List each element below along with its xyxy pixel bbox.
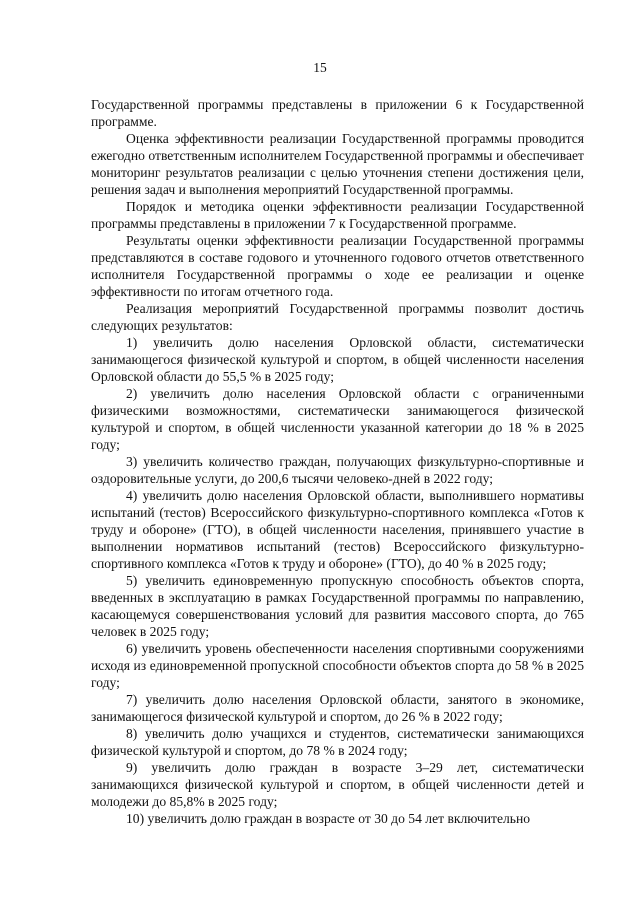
list-item-1: 1) увеличить долю населения Орловской области, систематически занимающегося физической культурой и спортом, в общей численности населения Орловской области до 55,5 % в 2025 году; (91, 335, 584, 384)
paragraph-evaluation: Оценка эффективности реализации Государственной программы проводится ежегодно ответственным исполнителем Государственной программы и обеспечивает мониторинг результатов реализации с целью уточнения степени достижения цели, решения задач и выполнения мероприятий Государственной программы. (91, 131, 584, 197)
document-body (91, 96, 584, 827)
list-item-7: 7) увеличить долю населения Орловской области, занятого в экономике, занимающегося физической культурой и спортом, до 26 % в 2022 году; (91, 692, 584, 724)
list-item-6: 6) увеличить уровень обеспеченности населения спортивными сооружениями исходя из единовременной пропускной способности объектов спорта до 58 % в 2025 году; (91, 641, 584, 690)
list-item-5: 5) увеличить единовременную пропускную способность объектов спорта, введенных в эксплуатацию в рамках Государственной программы по направлению, касающемуся совершенствования условий для развития массового спорта, до 765 человек в 2025 году; (91, 573, 584, 639)
list-item-9: 9) увеличить долю граждан в возрасте 3–29 лет, систематически занимающихся физической культурой и спортом, в общей численности детей и молодежи до 85,8% в 2025 году; (91, 760, 584, 809)
list-item-4: 4) увеличить долю населения Орловской области, выполнившего нормативы испытаний (тестов) Всероссийского физкультурно-спортивного комплекса «Готов к труду и обороне» (ГТО), в общей численности населения, принявшего участие в выполнении нормативов испытаний (тестов) Всероссийского физкультурно-спортивного комплекса «Готов к труду и обороне» (ГТО), до 40 % в 2025 году; (91, 488, 584, 571)
paragraph-results-reporting: Результаты оценки эффективности реализации Государственной программы представляются в составе годового и уточненного годового отчетов ответственного исполнителя Государственной программы о ходе ее реализации и оценке эффективности по итогам отчетного года. (91, 233, 584, 299)
paragraph-methodology: Порядок и методика оценки эффективности реализации Государственной программы представлены в приложении 7 к Государственной программе. (91, 199, 584, 231)
page-number: 15 (313, 60, 327, 75)
paragraph-continuation: Государственной программы представлены в приложении 6 к Государственной программе. (91, 97, 584, 129)
list-item-10: 10) увеличить долю граждан в возрасте от 30 до 54 лет включительно (126, 811, 531, 826)
paragraph-results-intro: Реализация мероприятий Государственной программы позволит достичь следующих результатов: (91, 301, 584, 333)
list-item-8: 8) увеличить долю учащихся и студентов, систематически занимающихся физической культурой и спортом, до 78 % в 2024 году; (91, 726, 584, 758)
list-item-3: 3) увеличить количество граждан, получающих физкультурно-спортивные и оздоровительные услуги, до 200,6 тысячи человеко-дней в 2022 году; (91, 454, 584, 486)
list-item-2: 2) увеличить долю населения Орловской области с ограниченными физическими возможностями, систематически занимающегося физической культурой и спортом, в общей численности указанной категории до 18 % в 2025 году; (91, 386, 584, 452)
